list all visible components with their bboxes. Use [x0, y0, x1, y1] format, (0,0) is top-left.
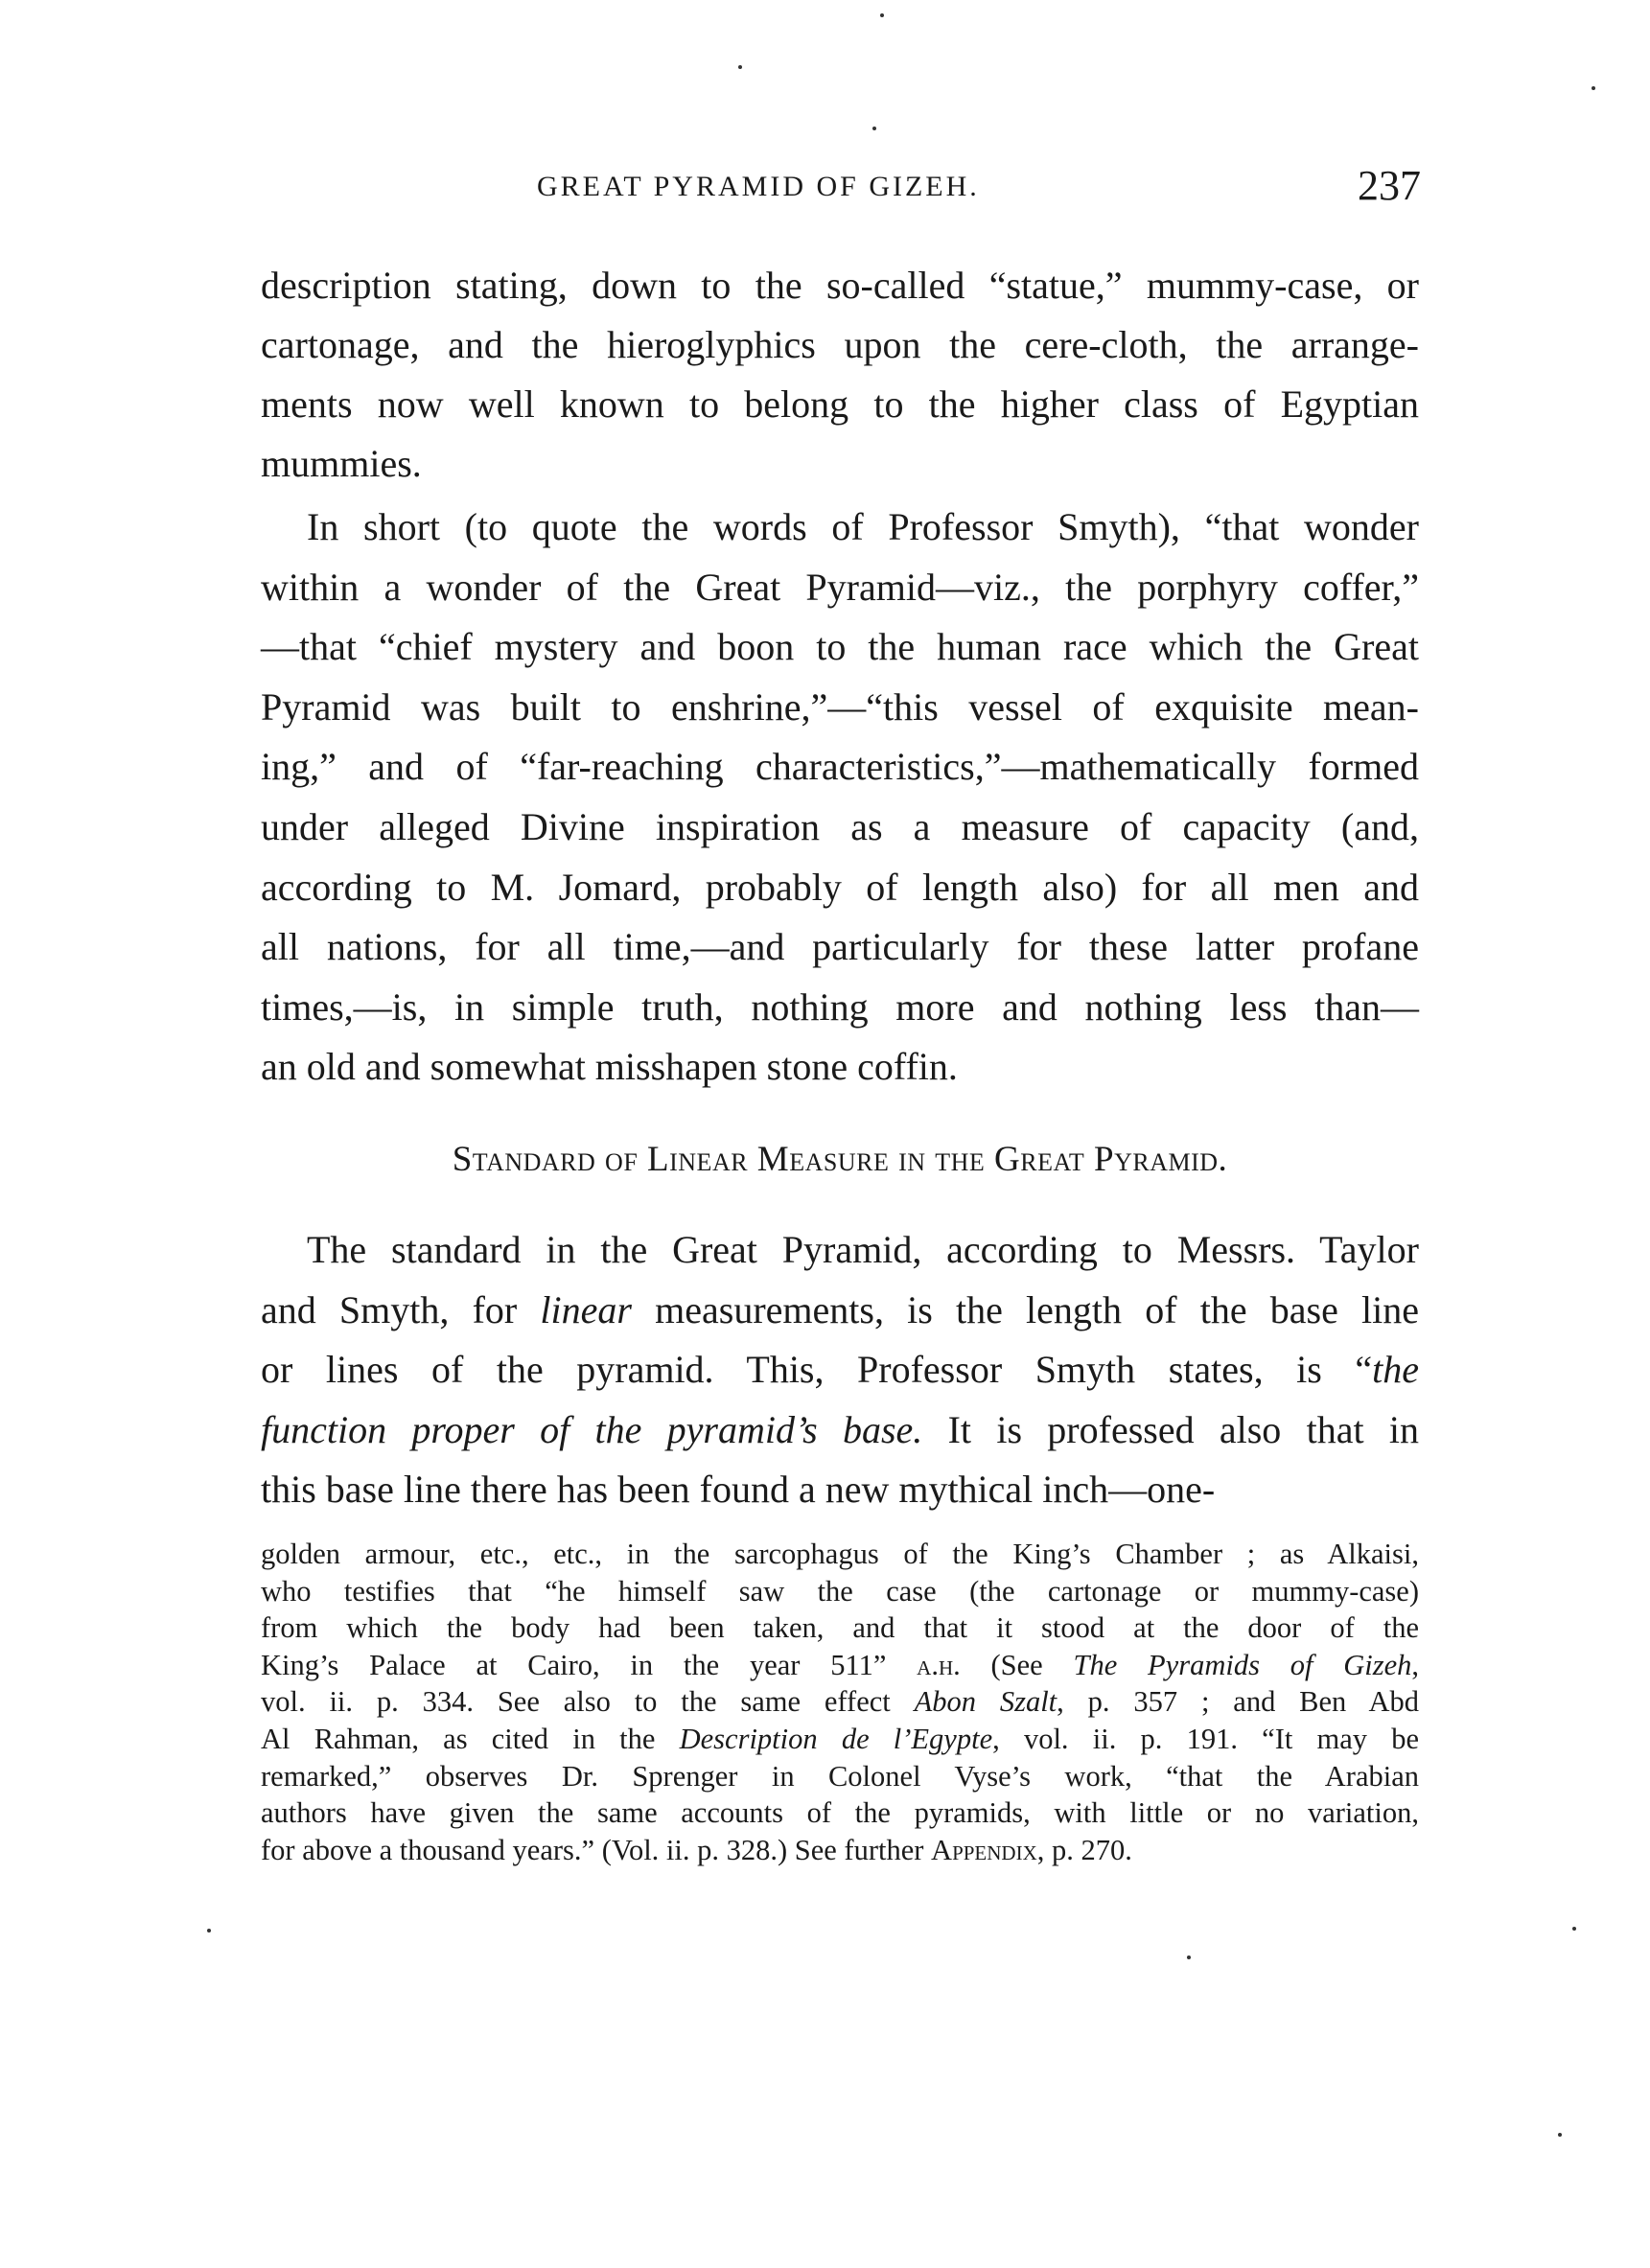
paragraph-line [261, 624, 1419, 669]
footnote-line [261, 1685, 1419, 1719]
footnote-line [261, 1649, 1419, 1682]
text-run: within a wonder of the Great Pyramid—viz., the porphyry coffer,” [261, 565, 1419, 609]
footnote-line [261, 1796, 1419, 1830]
paragraph-line [261, 565, 1419, 610]
paragraph-line [261, 382, 1419, 427]
footnote-line [261, 1611, 1419, 1645]
running-title: GREAT PYRAMID OF GIZEH. [537, 171, 980, 202]
text-run: mummies. [261, 442, 422, 485]
text-run: —that “chief mystery and boon to the human race which the Great [261, 625, 1419, 669]
text-run: Al Rahman, as cited in the [261, 1723, 680, 1755]
text-run: The standard in the Great Pyramid, according to Messrs. Taylor [307, 1228, 1419, 1271]
text-run: from which the body had been taken, and that it stood at the door of the [261, 1611, 1419, 1645]
text-run: under alleged Divine inspiration as a measure of capacity (and, [261, 805, 1419, 848]
paragraph-line [261, 804, 1419, 849]
text-run: Appendix [931, 1833, 1037, 1866]
text-run: for above a thousand years.” (Vol. ii. p. 328.) See further [261, 1833, 932, 1866]
italic-text: Abon Szalt [914, 1685, 1057, 1719]
text-run: ing,” and of “far-reaching characteristics,”—mathematically formed [261, 745, 1419, 789]
text-run: Pyramid was built to enshrine,”—“this vessel of exquisite mean- [261, 684, 1419, 729]
italic-text: linear [540, 1287, 632, 1331]
text-run: a.h. [917, 1648, 961, 1681]
paragraph-line [261, 924, 1419, 969]
paragraph-line [261, 1044, 1419, 1089]
scan-speck [1572, 1927, 1576, 1931]
text-run: this base line there has been found a new mythical inch—one- [261, 1468, 1216, 1511]
paragraph-line [261, 1287, 1419, 1332]
text-run: It is professed also that in [922, 1407, 1419, 1451]
text-run: , vol. ii. p. 191. “It may be [992, 1723, 1420, 1755]
scan-speck [1187, 1956, 1191, 1959]
text-run: who testifies that “he himself saw the case (the cartonage or mummy-case) [261, 1574, 1419, 1608]
paragraph-line [261, 865, 1419, 910]
scan-speck [207, 1929, 211, 1932]
text-run: measurements, is the length of the base line [631, 1287, 1420, 1331]
scan-speck [872, 127, 876, 130]
text-run: authors have given the same accounts of the pyramids, with little or no variation, [261, 1796, 1419, 1830]
text-run: times,—is, in simple truth, nothing more and nothing less than— [261, 984, 1419, 1029]
text-run: or lines of the pyramid. This, Professor Smyth states, is “ [261, 1348, 1373, 1391]
footnote-line [261, 1723, 1419, 1756]
paragraph-line [261, 322, 1419, 367]
text-run: and Smyth, for [261, 1287, 541, 1331]
text-run: according to M. Jomard, probably of length also) for all men and [261, 865, 1419, 909]
italic-text: the [1372, 1348, 1419, 1391]
scan-speck [738, 65, 742, 69]
footnote-line [261, 1760, 1419, 1794]
text-run: an old and somewhat misshapen stone coffin. [261, 1045, 958, 1089]
paragraph-line [261, 1227, 1419, 1272]
paragraph-line [261, 744, 1419, 789]
paragraph-line [261, 1467, 1419, 1512]
text-run: , [1411, 1648, 1419, 1681]
text-run: description stating, down to the so-called “statue,” mummy-case, or [261, 264, 1419, 307]
paragraph-line [261, 504, 1419, 549]
text-run: , p. 357 ; and Ben Abd [1057, 1685, 1419, 1719]
text-run: ments now well known to belong to the higher class of Egyptian [261, 382, 1419, 426]
paragraph-line [261, 684, 1419, 729]
italic-text: Description de l’Egypte [679, 1723, 993, 1755]
footnote-line [261, 1575, 1419, 1608]
section-heading: Standard of Linear Measure in the Great Pyramid. [452, 1140, 1228, 1179]
text-run: cartonage, and the hieroglyphics upon the cere-cloth, the arrange- [261, 323, 1419, 366]
scan-speck [880, 13, 884, 17]
italic-text: The Pyramids of Gizeh [1073, 1648, 1412, 1681]
paragraph-line [261, 1407, 1419, 1452]
text-run: King’s Palace at Cairo, in the year 511” [261, 1648, 918, 1681]
text-run: vol. ii. p. 334. See also to the same effect [261, 1685, 915, 1719]
text-run: all nations, for all time,—and particularly for these latter profane [261, 925, 1419, 969]
paragraph-line [261, 1347, 1419, 1392]
scan-speck [1592, 86, 1595, 90]
text-run: , p. 270. [1036, 1833, 1132, 1866]
footnote-line [261, 1834, 1419, 1867]
scan-speck [1558, 2133, 1562, 2137]
text-run: remarked,” observes Dr. Sprenger in Colonel Vyse’s work, “that the Arabian [261, 1759, 1419, 1793]
paragraph-line [261, 263, 1419, 308]
paragraph-line [261, 984, 1419, 1030]
footnote-line [261, 1538, 1419, 1571]
text-run: In short (to quote the words of Professor Smyth), “that wonder [307, 505, 1419, 548]
text-run: golden armour, etc., etc., in the sarcophagus of the King’s Chamber ; as Alkaisi, [261, 1538, 1419, 1570]
page-number: 237 [1358, 162, 1421, 209]
paragraph-line [261, 441, 1419, 486]
text-run: (See [960, 1648, 1074, 1681]
italic-text: function proper of the pyramid’s base. [261, 1407, 923, 1451]
